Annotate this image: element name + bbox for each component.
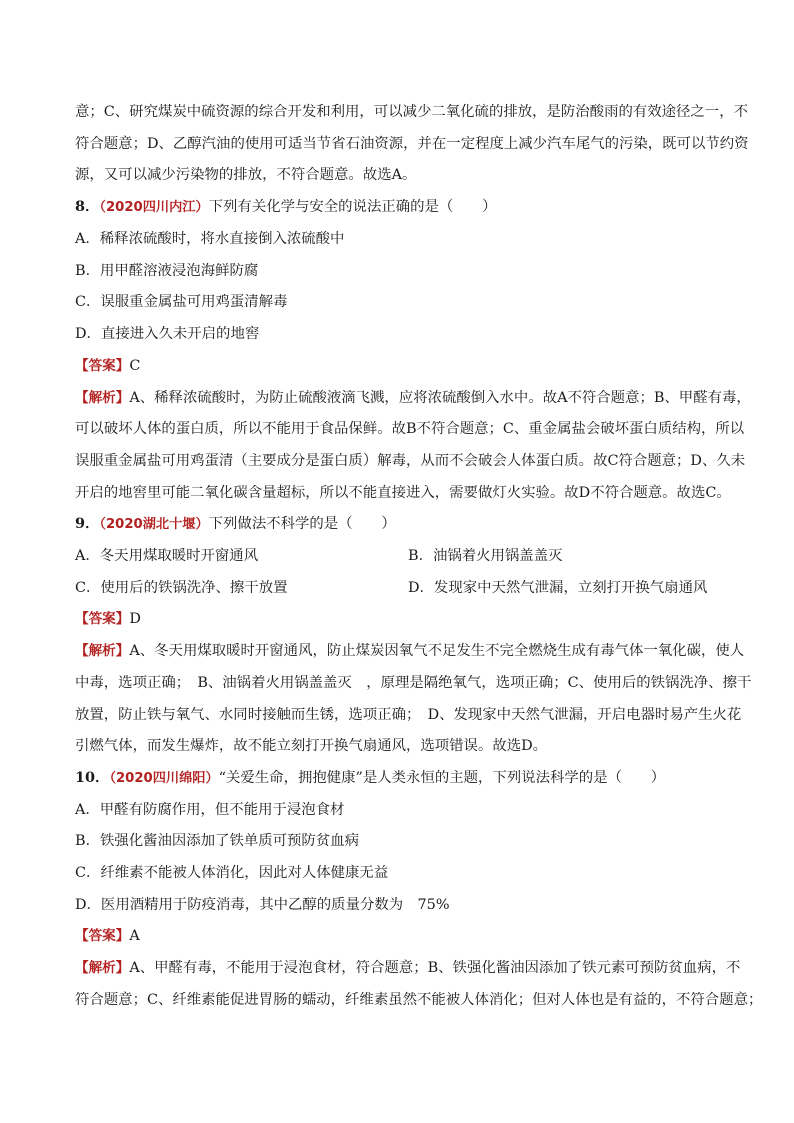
answer-tag: 【答案】	[75, 928, 130, 944]
q10-answer	[75, 926, 725, 946]
intro-line-1: 意；C、研究煤炭中硫资源的综合开发和利用，可以减少二氧化硫的排放，是防治酸雨的有效途径之一，不	[75, 104, 748, 120]
q8-answer	[75, 356, 725, 376]
answer-tag: 【答案】	[75, 358, 130, 374]
question-10-stem	[75, 768, 725, 789]
analysis-tag: 【解析】	[75, 643, 130, 659]
q8-analysis-line-3: 误服重金属盐可用鸡蛋清（主要成分是蛋白质）解毒，从而不会破会人体蛋白质。故C符合题意；D、久未	[75, 453, 746, 469]
q8-option-c: C．误服重金属盐可用鸡蛋清解毒	[75, 294, 288, 310]
q9-option-a: A．冬天用煤取暖时开窗通风	[75, 548, 259, 564]
q9-analysis-line-2: 中毒，选项正确； B、油锅着火用锅盖盖灭 ，原理是隔绝氧气，选项正确；C、使用后的铁锅洗净、擦干	[75, 675, 752, 691]
question-source: （2020湖北十堰）	[99, 517, 209, 532]
analysis-text: A、冬天用煤取暖时开窗通风，防止煤炭因氧气不足发生不完全燃烧生成有毒气体一氧化碳，使人	[129, 643, 745, 659]
q10-option-a: A．甲醛有防腐作用，但不能用于浸泡食材	[75, 802, 345, 818]
question-number: 10．	[75, 769, 110, 786]
analysis-text: A、稀释浓硫酸时，为防止硫酸液滴飞溅，应将浓硫酸倒入水中。故A不符合题意；B、甲醛有毒，	[129, 390, 751, 406]
intro-line-3: 源，又可以减少污染物的排放，不符合题意。故选A。	[75, 167, 417, 183]
answer-tag: 【答案】	[75, 611, 130, 627]
q10-option-c: C．纤维素不能被人体消化，因此对人体健康无益	[75, 865, 389, 881]
answer-value: D	[129, 611, 141, 627]
q9-option-d: D．发现家中天然气泄漏，立刻打开换气扇通风	[408, 580, 708, 596]
question-number: 9．	[75, 515, 100, 532]
question-number: 8．	[75, 198, 100, 215]
question-text: “关爱生命，拥抱健康”是人类永恒的主题，下列说法科学的是（ ）	[218, 770, 666, 786]
q8-option-d: D．直接进入久未开启的地窖	[75, 326, 260, 342]
q8-option-b: B．用甲醛溶液浸泡海鲜防腐	[75, 263, 259, 279]
intro-line-2: 符合题意；D、乙醇汽油的使用可适当节省石油资源，并在一定程度上减少汽车尾气的污染，既可以节约资	[75, 136, 749, 152]
question-9-stem	[75, 514, 725, 535]
q10-analysis-line-1	[75, 958, 741, 978]
q9-analysis-line-4: 引燃气体，而发生爆炸，故不能立刻打开换气扇通风，选项错误。故选D。	[75, 738, 548, 754]
q8-analysis-line-2: 可以破坏人体的蛋白质，所以不能用于食品保鲜。故B不符合题意；C、重金属盐会破坏蛋白质结构，所以	[75, 421, 745, 437]
answer-value: A	[129, 928, 140, 944]
question-source: （2020四川绵阳）	[109, 771, 219, 786]
q8-analysis-line-4: 开启的地窖里可能二氧化碳含量超标，所以不能直接进入，需要做灯火实验。故D不符合题意。故选C。	[75, 485, 731, 501]
q10-analysis-line-2: 符合题意；C、纤维素能促进胃肠的蠕动，纤维素虽然不能被人体消化；但对人体也是有益的，不符合题意；	[75, 992, 763, 1008]
question-text: 下列做法不科学的是（ ）	[208, 516, 396, 532]
question-text: 下列有关化学与安全的说法正确的是（ ）	[208, 199, 497, 215]
analysis-tag: 【解析】	[75, 390, 130, 406]
q9-option-b: B．油锅着火用锅盖盖灭	[408, 548, 563, 564]
q8-analysis-line-1	[75, 388, 751, 408]
q9-analysis-line-3: 放置，防止铁与氧气、水同时接触而生锈，选项正确； D、发现家中天然气泄漏，开启电器时易产生火花	[75, 707, 742, 723]
q8-option-a: A．稀释浓硫酸时，将水直接倒入浓硫酸中	[75, 231, 345, 247]
question-source: （2020四川内江）	[99, 200, 209, 215]
question-8-stem	[75, 197, 725, 218]
analysis-text: A、甲醛有毒，不能用于浸泡食材，符合题意；B、铁强化酱油因添加了铁元素可预防贫血病，不	[129, 960, 741, 976]
q9-answer	[75, 609, 725, 629]
q9-analysis-line-1	[75, 641, 745, 661]
q9-option-c: C．使用后的铁锅洗净、擦干放置	[75, 580, 288, 596]
q10-option-d: D．医用酒精用于防疫消毒，其中乙醇的质量分数为 75%	[75, 897, 450, 913]
analysis-tag: 【解析】	[75, 960, 130, 976]
answer-value: C	[129, 358, 141, 374]
q10-option-b: B．铁强化酱油因添加了铁单质可预防贫血病	[75, 833, 359, 849]
